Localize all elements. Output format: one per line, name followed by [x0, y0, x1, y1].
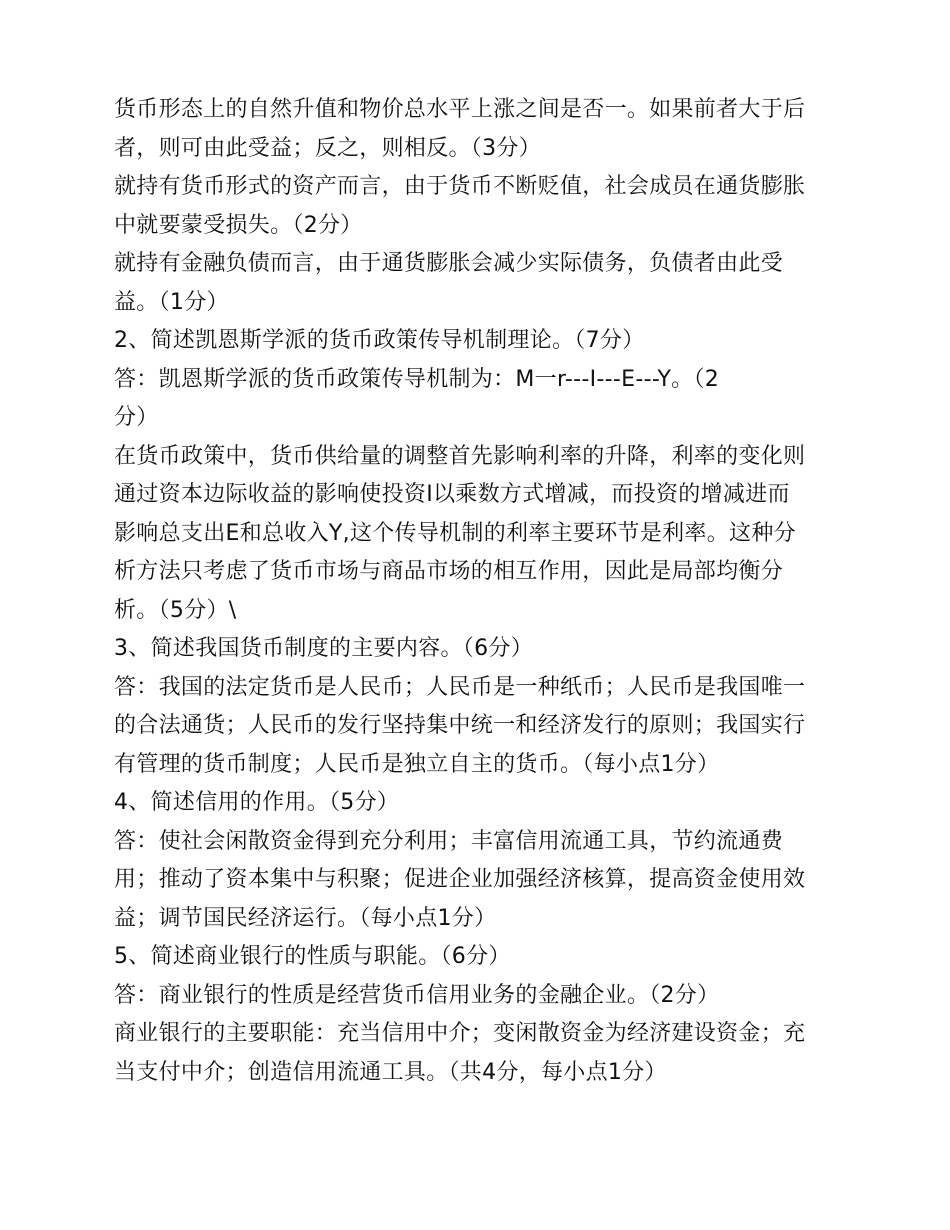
text-line: 析。（5分）\ — [114, 597, 237, 623]
text-line: 就持有货币形式的资产而言，由于货币不断贬值，社会成员在通货膨胀 — [114, 174, 806, 199]
question-heading: 5、简述商业银行的性质与职能。（6分） — [114, 944, 511, 969]
text-line: 分） — [114, 405, 159, 430]
text-line: 有管理的货币制度；人民币是独立自主的货币。（每小点1分） — [114, 751, 720, 777]
text-line: 答：使社会闲散资金得到充分利用；丰富信用流通工具，节约流通费 — [114, 828, 784, 854]
text-line: 就持有金融负债而言，由于通货膨胀会减少实际债务，负债者由此受 — [114, 251, 784, 276]
text-line: 商业银行的主要职能：充当信用中介；变闲散资金为经济建设资金；充 — [114, 1021, 806, 1046]
text-line: 中就要蒙受损失。（2分） — [114, 212, 363, 238]
text-line: 益；调节国民经济运行。（每小点1分） — [114, 905, 497, 931]
text-line: 答：凯恩斯学派的货币政策传导机制为：M一r---I---E---Y。（2 — [114, 366, 720, 392]
question-heading: 3、简述我国货币制度的主要内容。（6分） — [114, 636, 533, 661]
text-line: 益。（1分） — [114, 289, 229, 315]
text-line: 在货币政策中，货币供给量的调整首先影响利率的升降，利率的变化则 — [114, 443, 806, 469]
text-line: 答：我国的法定货币是人民币；人民币是一种纸币；人民币是我国唯一 — [114, 674, 806, 700]
text-line: 通过资本边际收益的影响使投资I以乘数方式增减，而投资的增减进而 — [114, 482, 790, 507]
text-line: 的合法通货；人民币的发行坚持集中统一和经济发行的原则；我国实行 — [114, 713, 806, 738]
text-line: 析方法只考虑了货币市场与商品市场的相互作用，因此是局部均衡分 — [114, 559, 784, 584]
document-body — [114, 91, 838, 1092]
text-line: 答：商业银行的性质是经营货币信用业务的金融企业。（2分） — [114, 982, 720, 1008]
text-line: 用；推动了资本集中与积聚；促进企业加强经济核算，提高资金使用效 — [114, 867, 806, 892]
question-heading: 2、简述凯恩斯学派的货币政策传导机制理论。（7分） — [114, 328, 645, 353]
text-line: 者，则可由此受益；反之，则相反。（3分） — [114, 135, 541, 161]
text-line: 影响总支出E和总收入Y,这个传导机制的利率主要环节是利率。这种分 — [114, 520, 796, 546]
text-line: 货币形态上的自然升值和物价总水平上涨之间是否一。如果前者大于后 — [114, 97, 806, 122]
text-line: 当支付中介；创造信用流通工具。（共4分，每小点1分） — [114, 1059, 667, 1085]
question-heading: 4、简述信用的作用。（5分） — [114, 790, 400, 815]
